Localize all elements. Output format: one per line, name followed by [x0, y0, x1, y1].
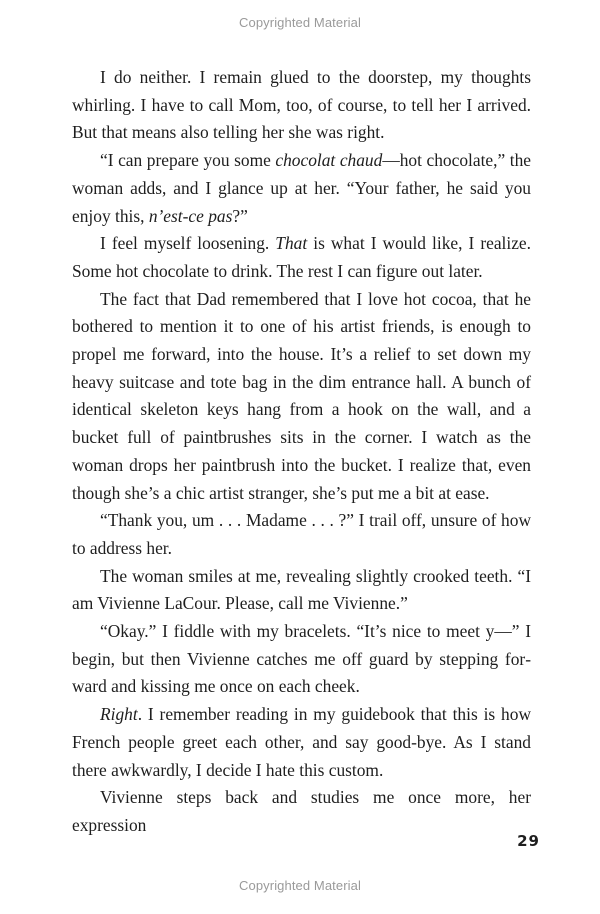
text-run: The woman smiles at me, revealing slightly crooked teeth. “I am Vivienne LaCour. Please, call me Vivienne.” — [72, 565, 531, 614]
text-run: —hot chocolate,” the woman adds, and I glance up at her. “Your father, he said you enjoy this, — [72, 150, 531, 226]
page-number: 29 — [517, 832, 540, 850]
text-run: “I can prepare you some — [100, 150, 276, 171]
italic-text: n’est-ce pas — [148, 205, 233, 226]
italic-text: That — [275, 233, 308, 254]
text-run: “Okay.” I fiddle with my bracelets. “It’s nice to meet y—” I begin, but then Vivienne catches me off guard by stepping forward and kissing me once on each cheek. — [72, 621, 531, 697]
text-run: “Thank you, um . . . Madame . . . ?” I trail off, unsure of how to address her. — [72, 510, 531, 558]
paragraph — [72, 563, 531, 618]
paragraph — [72, 230, 531, 285]
text-run: I feel myself loosening. — [100, 233, 276, 254]
paragraph — [72, 147, 531, 230]
text-run: The fact that Dad remembered that I love hot cocoa, that he bothered to mention it to one of his artist friends, is enough to propel me forward, into the house. It’s a relief to set down my heavy suitcase and tote bag in the dim entrance hall. A bunch of identical skeleton keys hang from a hook on the wall, and a bucket full of paintbrushes sits in the corner. I watch as the woman drops her paintbrush into the bucket. I realize that, even though she’s a chic artist stranger, she’s put me a bit at ease. — [72, 288, 531, 503]
text-run: Vivienne steps back and studies me once more, her expression — [72, 787, 531, 835]
text-run: is what I would like, I realize. Some hot chocolate to drink. The rest I can figure out later. — [72, 233, 531, 281]
copyright-watermark-top: Copyrighted Material — [239, 15, 361, 30]
body-text — [72, 64, 531, 840]
copyright-watermark-bottom: Copyrighted Material — [239, 878, 361, 893]
paragraph — [72, 784, 531, 839]
text-run: I do neither. I remain glued to the doorstep, my thoughts whirling. I have to call Mom, too, of course, to tell her I arrived. But that means also telling her she was right. — [72, 67, 531, 143]
paragraph — [72, 286, 531, 508]
paragraph — [72, 507, 531, 562]
paragraph — [72, 618, 531, 701]
paragraph — [72, 701, 531, 784]
text-run: . I remember reading in my guidebook that this is how French people greet each other, and say good-bye. As I stand there awkwardly, I decide I hate this custom. — [72, 704, 531, 780]
italic-text: Right — [100, 704, 138, 725]
paragraph — [72, 64, 531, 147]
text-run: ?” — [232, 205, 248, 226]
italic-text: chocolat chaud — [275, 150, 383, 171]
